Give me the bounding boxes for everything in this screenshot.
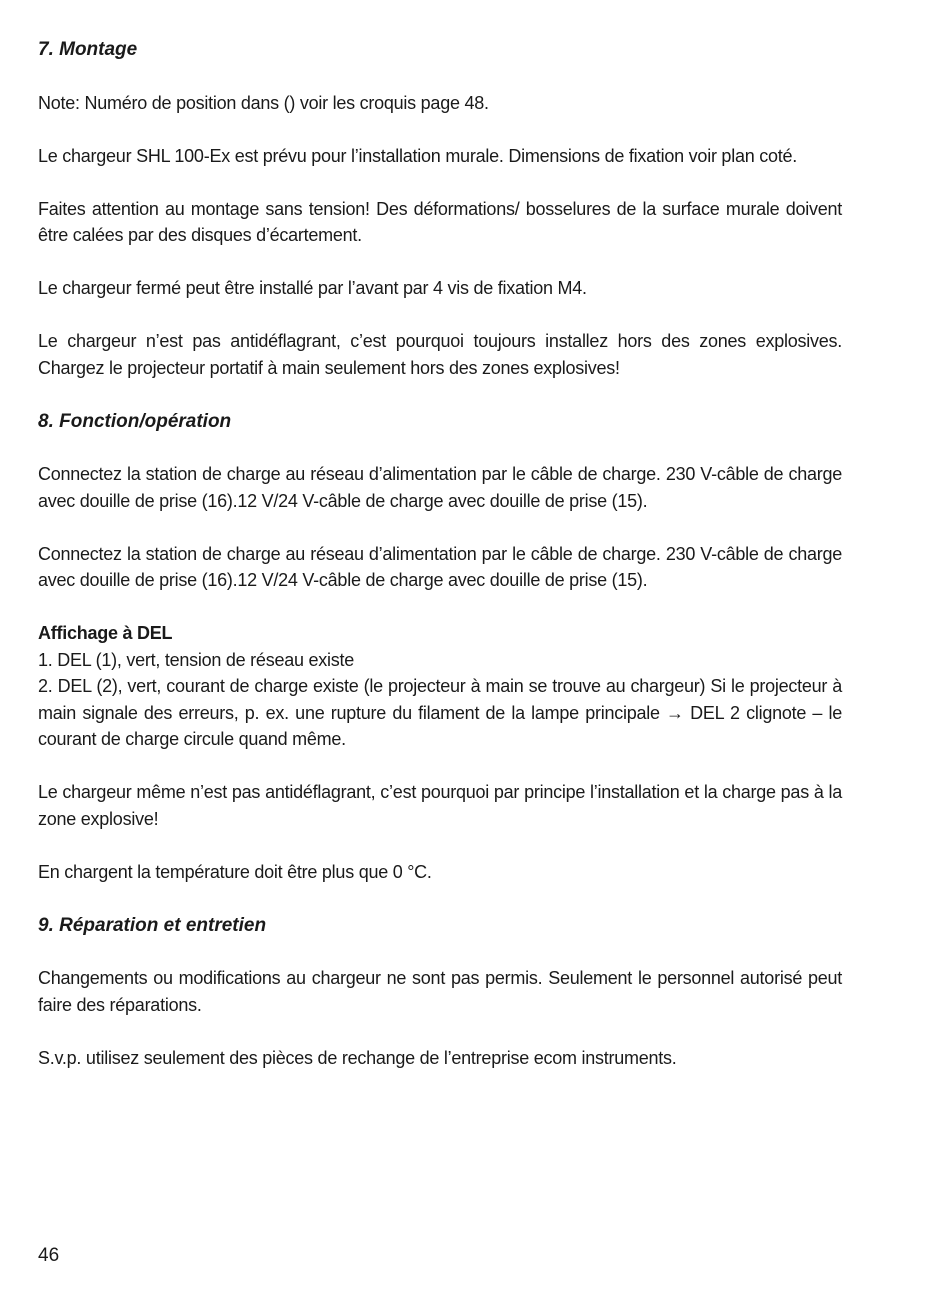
paragraph-tension: Faites attention au montage sans tension! Des déformations/ bosselures de la surface murale doivent être calées par des disques d’écartement. xyxy=(38,198,842,245)
section-heading-fonction: 8. Fonction/opération xyxy=(38,410,232,432)
paragraph-fixation: Le chargeur fermé peut être installé par l’avant par 4 vis de fixation M4. xyxy=(38,278,587,298)
paragraph-note: Note: Numéro de position dans () voir les croquis page 48. xyxy=(38,92,489,113)
paragraph-connect-1: Connectez la station de charge au réseau d’alimentation par le câble de charge. 230 V-câble de charge avec douille de prise (16).12 V/24 V-câble de charge avec douille de prise (15). xyxy=(38,464,842,511)
document-page xyxy=(38,36,842,1071)
page-number: 46 xyxy=(38,1245,60,1266)
paragraph-modifications: Changements ou modifications au chargeur ne sont pas permis. Seulement le personnel autorisé peut faire des réparations. xyxy=(38,968,842,1015)
paragraph-temperature: En chargent la température doit être plus que 0 °C. xyxy=(38,861,432,882)
led-display-title: Affichage à DEL xyxy=(38,623,173,643)
paragraph-not-explosion-proof: Le chargeur même n’est pas antidéflagrant, c’est pourquoi par principe l’installation et la charge pas à la zone explosive! xyxy=(38,782,842,829)
led-item-2: 2. DEL (2), vert, courant de charge existe (le projecteur à main se trouve au chargeur) Si le projecteur à main signale des erreurs, p. ex. une rupture du filament de la lampe principale → DEL 2 clignote – le courant de charge circule quand même. xyxy=(38,676,842,749)
paragraph-installation: Le chargeur SHL 100-Ex est prévu pour l’installation murale. Dimensions de fixation voir plan coté. xyxy=(38,145,797,166)
paragraph-spare-parts: S.v.p. utilisez seulement des pièces de rechange de l’entreprise ecom instruments. xyxy=(38,1047,677,1068)
led-item-1: 1. DEL (1), vert, tension de réseau existe xyxy=(38,649,354,670)
section-heading-montage: 7. Montage xyxy=(38,39,138,60)
paragraph-connect-2: Connectez la station de charge au réseau d’alimentation par le câble de charge. 230 V-câble de charge avec douille de prise (16).12 V/24 V-câble de charge avec douille de prise (15). xyxy=(38,543,842,590)
section-heading-reparation: 9. Réparation et entretien xyxy=(38,914,267,936)
paragraph-explosive-zones: Le chargeur n’est pas antidéflagrant, c’est pourquoi toujours installez hors des zones explosives. Chargez le projecteur portatif à main seulement hors des zones explosives! xyxy=(38,331,842,378)
